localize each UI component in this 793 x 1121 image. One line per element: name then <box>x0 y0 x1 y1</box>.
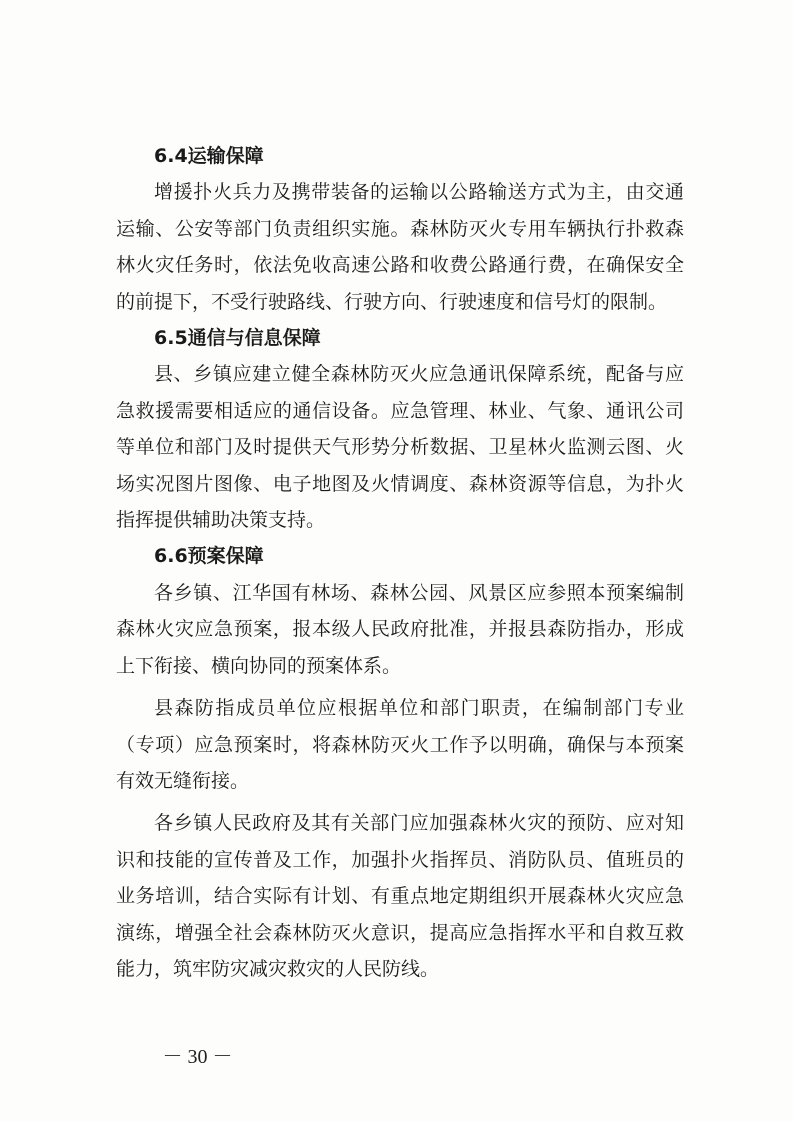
paragraph: 各乡镇、江华国有林场、森林公园、风景区应参照本预案编制森林火灾应急预案，报本级人民政府批准，并报县森防指办，形成上下衔接、横向协同的预案体系。 <box>116 581 684 677</box>
document-body <box>116 138 684 987</box>
section-plan <box>116 538 684 987</box>
section-heading: 6.6预案保障 <box>154 545 264 568</box>
paragraph: 县、乡镇应建立健全森林防灭火应急通讯保障系统，配备与应急救援需要相适应的通信设备。应急管理、林业、气象、通讯公司等单位和部门及时提供天气形势分析数据、卫星林火监测云图、火场实况图片图像、电子地图及火情调度、森林资源等信息，为扑火指挥提供辅助决策支持。 <box>116 363 684 532</box>
paragraph: 各乡镇人民政府及其有关部门应加强森林火灾的预防、应对知识和技能的宣传普及工作，加强扑火指挥员、消防队员、值班员的业务培训，结合实际有计划、有重点地定期组织开展森林火灾应急演练，增强全社会森林防灭火意识，提高应急指挥水平和自救互救能力，筑牢防灾减灾救灾的人民防线。 <box>116 812 684 980</box>
paragraph: 增援扑火兵力及携带装备的运输以公路输送方式为主，由交通运输、公安等部门负责组织实施。森林防灭火专用车辆执行扑救森林火灾任务时，依法免收高速公路和收费公路通行费，在确保安全的前提下，不受行驶路线、行驶方向、行驶速度和信号灯的限制。 <box>116 181 684 313</box>
section-heading: 6.5通信与信息保障 <box>154 327 321 350</box>
section-heading: 6.4运输保障 <box>154 145 264 167</box>
section-communication <box>116 320 684 538</box>
page-number: － 30 － <box>162 1046 233 1068</box>
paragraph: 县森防指成员单位应根据单位和部门职责，在编制部门专业（专项）应急预案时，将森林防灭火工作予以明确，确保与本预案有效无缝衔接。 <box>116 697 684 792</box>
section-transport <box>116 138 684 320</box>
